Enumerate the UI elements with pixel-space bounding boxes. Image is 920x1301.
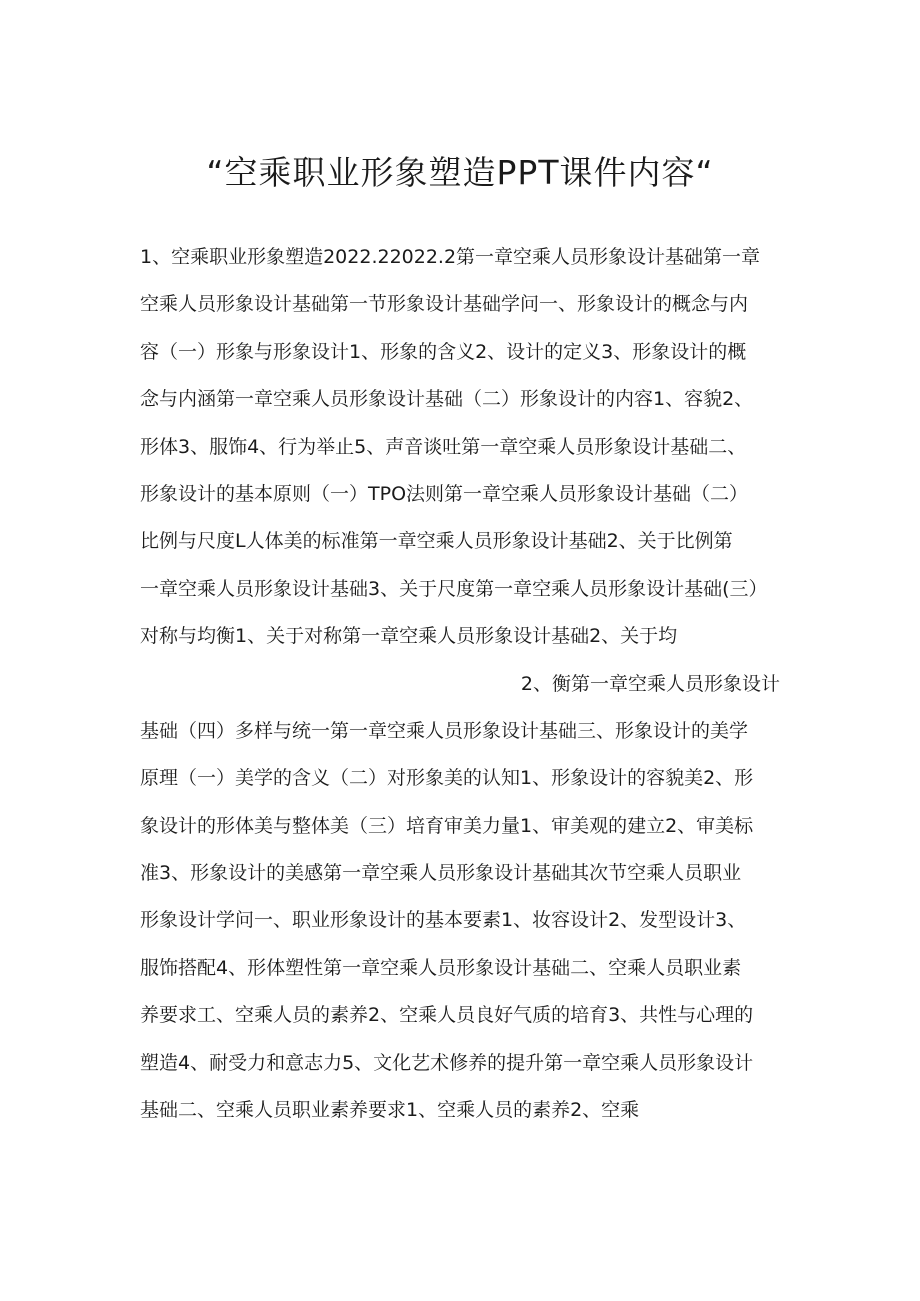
- body-line: 空乘人员形象设计基础第一节形象设计基础学问一、形象设计的概念与内: [140, 293, 749, 316]
- body-line: 养要求工、空乘人员的素养2、空乘人员良好气质的培育3、共性与心理的: [140, 1004, 754, 1027]
- document-title: “空乘职业形象塑造PPT课件内容“: [206, 153, 714, 192]
- body-line: 比例与尺度L人体美的标准第一章空乘人员形象设计基础2、关于比例第: [140, 530, 733, 553]
- body-line: 象设计的形体美与整体美（三）培育审美力量1、审美观的建立2、审美标: [140, 814, 754, 837]
- body-line: 一章空乘人员形象设计基础3、关于尺度第一章空乘人员形象设计基础(三）: [140, 577, 768, 600]
- body-line: 服饰搭配4、形体塑性第一章空乘人员形象设计基础二、空乘人员职业素: [140, 956, 742, 979]
- body-line-right-aligned: 2、衡第一章空乘人员形象设计: [520, 672, 780, 695]
- body-line: 基础（四）多样与统一第一章空乘人员形象设计基础三、形象设计的美学: [140, 719, 749, 742]
- body-line: 形象设计学问一、职业形象设计的基本要素1、妆容设计2、发型设计3、: [140, 909, 747, 932]
- body-line: 对称与均衡1、关于对称第一章空乘人员形象设计基础2、关于均: [140, 625, 678, 648]
- body-line: 1、空乘职业形象塑造2022.22022.2第一章空乘人员形象设计基础第一章: [140, 246, 761, 268]
- body-line: 容（一）形象与形象设计1、形象的含义2、设计的定义3、形象设计的概: [140, 340, 747, 363]
- body-line: 原理（一）美学的含义（二）对形象美的认知1、形象设计的容貌美2、形: [140, 767, 754, 790]
- body-line: 形体3、服饰4、行为举止5、声音谈吐第一章空乘人员形象设计基础二、: [140, 435, 747, 458]
- body-line: 塑造4、耐受力和意志力5、文化艺术修养的提升第一章空乘人员形象设计: [140, 1051, 754, 1074]
- body-line: 准3、形象设计的美感第一章空乘人员形象设计基础其次节空乘人员职业: [140, 862, 742, 885]
- document-body: [140, 234, 800, 1134]
- body-line: 念与内涵第一章空乘人员形象设计基础（二）形象设计的内容1、容貌2、: [140, 388, 754, 411]
- body-line: 形象设计的基本原则（一）TPO法则第一章空乘人员形象设计基础（二）: [140, 482, 749, 505]
- body-line: 基础二、空乘人员职业素养要求1、空乘人员的素养2、空乘: [140, 1099, 640, 1122]
